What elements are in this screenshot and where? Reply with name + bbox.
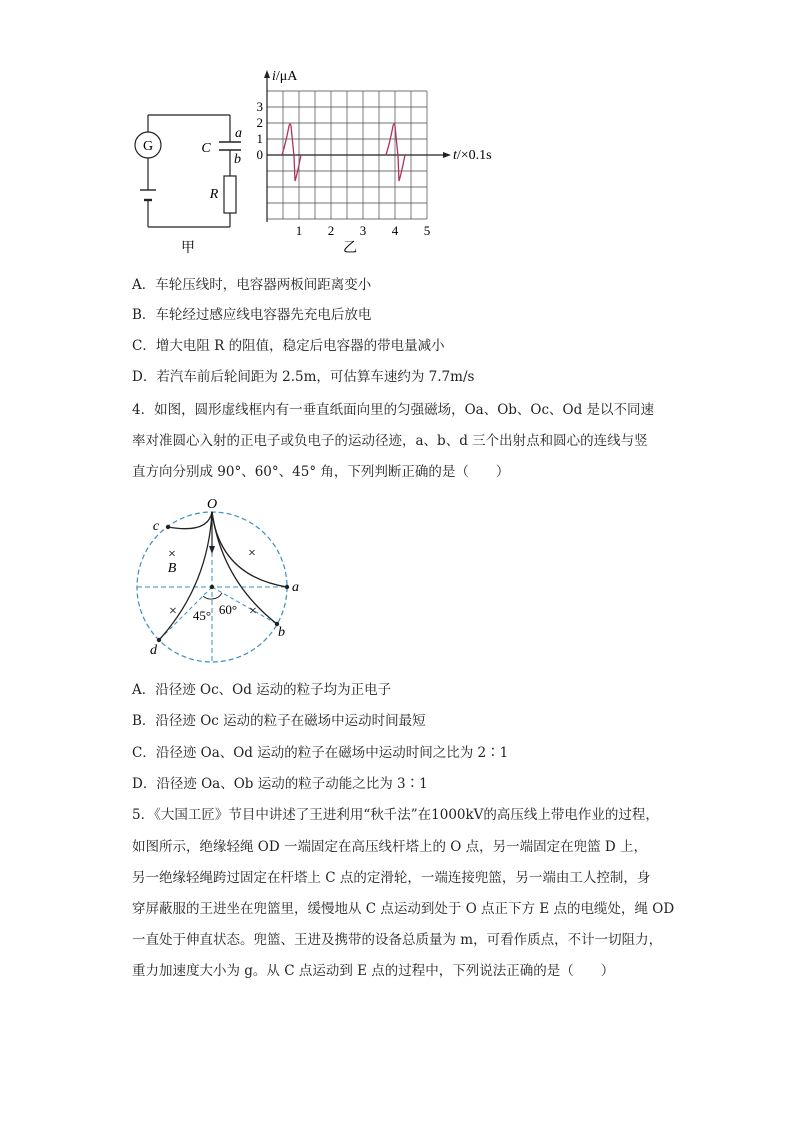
q4-stem-line: 率对准圆心入射的正电子或负电子的运动径迹，a、b、d 三个出射点和圆心的连线与竖 [132, 433, 648, 449]
q5-stem-line: 穿屏蔽服的王进坐在兜篮里，缓慢地从 C 点运动到处于 O 点正下方 E 点的电缆处，绳 OD [132, 901, 675, 917]
q3-option-c: C．增大电阻 R 的阻值，稳定后电容器的带电量减小 [132, 338, 445, 354]
angle-label-60: 60° [218, 602, 238, 617]
label-d: d [150, 643, 157, 658]
x-tick-label: 4 [391, 223, 399, 238]
label-B: B [167, 561, 177, 576]
x-tick-label: 2 [327, 223, 335, 238]
q3-option-b: B．车轮经过感应线电容器先充电后放电 [132, 307, 372, 323]
q3-option-a: A．车轮压线时，电容器两板间距离变小 [132, 277, 372, 293]
capacitor-label: C [201, 141, 211, 156]
x-axis-label: t/×0.1s [453, 148, 492, 163]
q5-stem-line: 如图所示，绝缘轻绳 OD 一端固定在高压线杆塔上的 O 点，另一端固定在兜篮 D 上， [132, 839, 648, 855]
angle-label-45: 45° [192, 608, 212, 623]
angle-arc-45 [203, 596, 212, 599]
center-point [210, 585, 214, 589]
x-axis-arrow [443, 152, 451, 158]
current-pulse-1 [282, 124, 301, 181]
label-a: a [292, 580, 299, 595]
current-pulse-2 [386, 124, 405, 181]
y-tick-label: 1 [256, 131, 263, 146]
figure-magnetic-field [128, 496, 308, 666]
point-a [285, 585, 289, 589]
label-c: c [152, 519, 160, 534]
q4-option-a: A．沿径迹 Oc、Od 运动的粒子均为正电子 [132, 682, 392, 698]
q4-stem-line: 直方向分别成 90°、60°、45° 角，下列判断正确的是（ ） [132, 464, 510, 480]
q5-stem-line: 重力加速度大小为 g。从 C 点运动到 E 点的过程中，下列说法正确的是（ ） [132, 963, 615, 979]
q4-stem-line: 4．如图，圆形虚线框内有一垂直纸面向里的匀强磁场，Oa、Ob、Oc、Od 是以不同速 [132, 402, 655, 418]
y-axis-arrow [264, 70, 270, 78]
point-d [157, 638, 161, 642]
angle-arc-60 [212, 593, 222, 599]
resistor-label: R [209, 187, 219, 202]
x-tick-label: 5 [423, 223, 431, 238]
y-tick-label: 3 [256, 99, 263, 114]
q5-stem-line: 5．《大国工匠》节目中讲述了王进利用“秋千法”在1000kV的高压线上带电作业的过程， [132, 807, 659, 823]
point-c [166, 525, 170, 529]
q4-option-b: B．沿径迹 Oc 运动的粒子在磁场中运动时间最短 [132, 713, 426, 729]
track-Oc [168, 512, 212, 529]
entry-velocity-arrowhead [209, 546, 215, 554]
q4-option-d: D．沿径迹 Oa、Ob 运动的粒子动能之比为 3∶1 [132, 776, 428, 792]
circuit-diagram [140, 115, 241, 227]
label-b: b [278, 625, 285, 640]
figure-circuit-and-graph [120, 62, 520, 262]
q3-option-d: D．若汽车前后轮间距为 2.5m，可估算车速约为 7.7m/s [132, 369, 475, 385]
q4-option-c: C．沿径迹 Oa、Od 运动的粒子在磁场中运动时间之比为 2∶1 [132, 745, 509, 761]
plate-b-label: b [234, 152, 241, 167]
q5-stem-line: 一直处于伸直状态。兜篮、王进及携带的设备总质量为 m，可看作质点，不计一切阻力， [132, 932, 663, 948]
figure-label-yi: 乙 [343, 241, 357, 256]
label-O: O [206, 497, 218, 512]
x-tick-label: 3 [359, 223, 367, 238]
y-axis-label: i/μA [272, 69, 298, 84]
galvanometer-label: G [142, 139, 154, 154]
y-tick-label: 2 [256, 115, 263, 130]
y-tick-label: 0 [256, 147, 263, 162]
field-cross: × [169, 604, 177, 619]
plate-a-label: a [235, 126, 242, 141]
field-cross: × [248, 546, 256, 561]
x-tick-label: 1 [295, 223, 303, 238]
q5-stem-line: 另一绝缘轻绳跨过固定在杆塔上 C 点的定滑轮，一端连接兜篮，另一端由工人控制，身 [132, 870, 651, 886]
field-cross: × [168, 547, 176, 562]
figure-label-jia: 甲 [181, 241, 195, 256]
field-cross: × [249, 604, 257, 619]
